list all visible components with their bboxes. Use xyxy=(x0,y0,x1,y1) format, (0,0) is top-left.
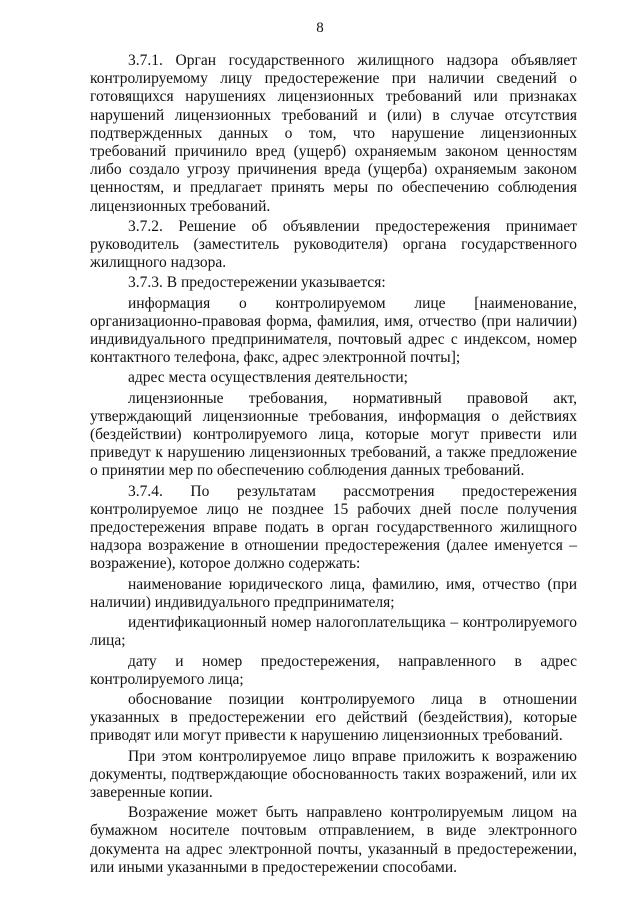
paragraph-3-7-2: 3.7.2. Решение об объявлении предостережения принимает руководитель (заместитель руководителя) органа государственного жилищного надзора. xyxy=(90,217,577,272)
paragraph-3-7-1: 3.7.1. Орган государственного жилищного надзора объявляет контролируемому лицу предостережение при наличии сведений о готовящихся нарушениях лицензионных требований или признаках нарушений лицензионных требований и (или) в случае отсутствия подтвержденных данных о том, что нарушение лицензионных требований причинило вред (ущерб) охраняемым законом ценностям либо создало угрозу причинения вреда (ущерба) охраняемым законом ценностям, и предлагает принять меры по обеспечению соблюдения лицензионных требований. xyxy=(90,52,577,215)
paragraph-3-7-3: 3.7.3. В предостережении указывается: xyxy=(128,274,386,292)
paragraph-taxpayer-id: идентификационный номер налогоплательщика – контролируемого лица; xyxy=(90,614,577,650)
paragraph-3-7-4: 3.7.4. По результатам рассмотрения предостережения контролируемое лицо не позднее 15 рабочих дней после получения предостережения вправе подать в орган государственного жилищного надзора возражение в отношении предостережения (далее именуется – возражение), которое должно содержать: xyxy=(90,482,577,573)
paragraph-activity-address: адрес места осуществления деятельности; xyxy=(128,369,408,387)
paragraph-position-justification: обоснование позиции контролируемого лица в отношении указанных в предостережении его действий (бездействия), которые приводят или могут привести к нарушению лицензионных требований. xyxy=(90,690,577,745)
document-body xyxy=(90,52,577,877)
paragraph-legal-entity-name: наименование юридического лица, фамилию, имя, отчество (при наличии) индивидуального предпринимателя; xyxy=(90,575,577,611)
page-number: 8 xyxy=(316,20,324,36)
paragraph-objection-delivery: Возражение может быть направлено контролируемым лицом на бумажном носителе почтовым отправлением, в виде электронного документа на адрес электронной почты, указанный в предостережении, или иными указанными в предостережении способами. xyxy=(90,804,577,876)
paragraph-date-number: дату и номер предостережения, направленного в адрес контролируемого лица; xyxy=(90,652,577,688)
paragraph-attach-documents: При этом контролируемое лицо вправе приложить к возражению документы, подтверждающие обоснованность таких возражений, или их заверенные копии. xyxy=(90,747,577,801)
paragraph-license-requirements: лицензионные требования, нормативный правовой акт, утверждающий лицензионные требования, информация о действиях (бездействии) контролируемого лица, которые могут привести или приведут к нарушению лицензионных требований, а также предложение о принятии мер по обеспечению соблюдения данных требований. xyxy=(90,389,577,480)
paragraph-controlled-person-info: информация о контролируемом лице [наименование, организационно-правовая форма, фамилия, имя, отчество (при наличии) индивидуального предпринимателя, почтовый адрес с индексом, номер контактного телефона, факс, адрес электронной почты]; xyxy=(90,294,577,367)
